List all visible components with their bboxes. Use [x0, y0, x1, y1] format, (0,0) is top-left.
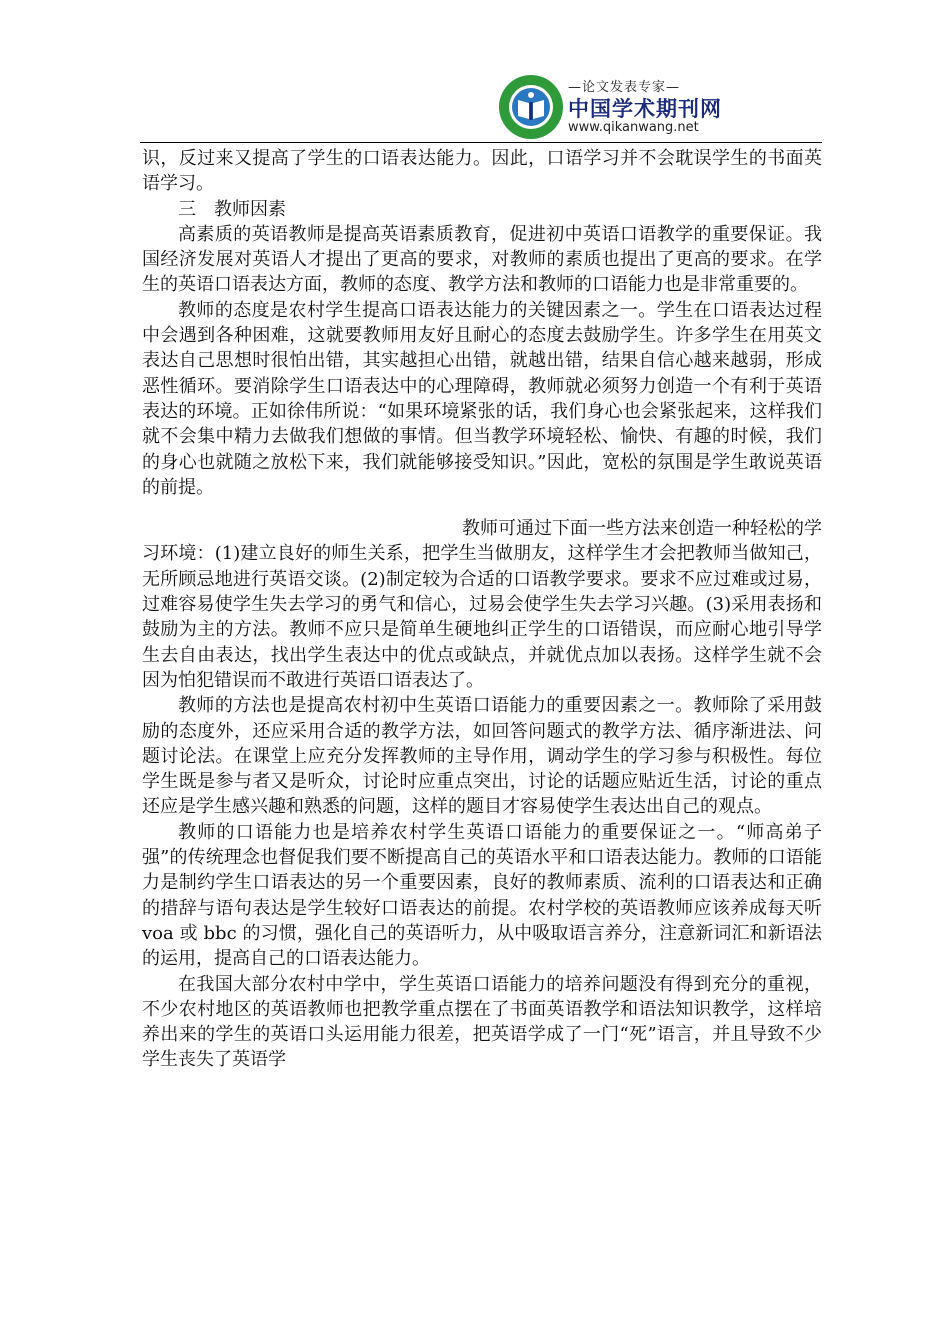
- paragraph: 在我国大部分农村中学中，学生英语口语能力的培养问题没有得到充分的重视，不少农村地区的英语教师也把教学重点摆在了书面英语教学和语法知识教学，这样培养出来的学生的英语口头运用能力很差，把英语学成了一门“死”语言，并且导致不少学生丧失了英语学: [142, 973, 822, 1071]
- site-logo: [498, 74, 828, 140]
- header-divider: [140, 142, 822, 143]
- paragraph: 教师可通过下面一些方法来创造一种轻松的学习环境：(1)建立良好的师生关系，把学生当做朋友，这样学生才会把教师当做知己，无所顾忌地进行英语交谈。(2)制定较为合适的口语教学要求。要求不应过难或过易，过难容易使学生失去学习的勇气和信心，过易会使学生失去学习兴趣。(3)采用表扬和鼓励为主的方法。教师不应只是简单生硬地纠正学生的口语错误，而应耐心地引导学生去自由表达，找出学生表达中的优点或缺点，并就优点加以表扬。这样学生就不会因为怕犯错误而不敢进行英语口语表达了。: [142, 518, 822, 691]
- paragraph: 教师的口语能力也是培养农村学生英语口语能力的重要保证之一。“师高弟子强”的传统理念也督促我们要不断提高自己的英语水平和口语表达能力。教师的口语能力是制约学生口语表达的另一个重要因素，良好的教师素质、流利的口语表达和正确的措辞与语句表达是学生较好口语表达的前提。农村学校的英语教师应该养成每天听 voa 或 bbc 的习惯，强化自己的英语听力，从中吸取语言养分，注意新词汇和新语法的运用，提高自己的口语表达能力。: [142, 821, 822, 970]
- logo-tagline: —论文发表专家—: [568, 80, 681, 95]
- section-heading: 三 教师因素: [178, 198, 286, 220]
- paragraph: 教师的态度是农村学生提高口语表达能力的关键因素之一。学生在口语表达过程中会遇到各种困难，这就要教师用友好且耐心的态度去鼓励学生。许多学生在用英文表达自己思想时很怕出错，其实越担心出错，就越出错，结果自信心越来越弱，形成恶性循环。要消除学生口语表达中的心理障碍，教师就必须努力创造一个有利于英语表达的环境。正如徐伟所说：“如果环境紧张的话，我们身心也会紧张起来，这样我们就不会集中精力去做我们想做的事情。但当教学环境轻松、愉快、有趣的时候，我们的身心也就随之放松下来，我们就能够接受知识。”因此，宽松的氛围是学生敢说英语的前提。: [142, 299, 822, 498]
- paragraph-continued: 识，反过来又提高了学生的口语表达能力。因此，口语学习并不会耽误学生的书面英语学习。: [142, 148, 822, 195]
- logo-url: www.qikanwang.net: [568, 120, 699, 135]
- logo-site-name: 中国学术期刊网: [568, 97, 722, 121]
- article-body: [142, 146, 822, 1073]
- paragraph: 高素质的英语教师是提高英语素质教育，促进初中英语口语教学的重要保证。我国经济发展对英语人才提出了更高的要求，对教师的素质也提出了更高的要求。在学生的英语口语表达方面，教师的态度、教学方法和教师的口语能力也是非常重要的。: [142, 223, 822, 296]
- book-emblem-icon: [498, 74, 564, 140]
- paragraph: 教师的方法也是提高农村初中生英语口语能力的重要因素之一。教师除了采用鼓励的态度外，还应采用合适的教学方法，如回答问题式的教学方法、循序渐进法、问题讨论法。在课堂上应充分发挥教师的主导作用，调动学生的学习参与积极性。每位学生既是参与者又是听众，讨论时应重点突出，讨论的话题应贴近生活，讨论的重点还应是学生感兴趣和熟悉的问题，这样的题目才容易使学生表达出自己的观点。: [142, 695, 822, 818]
